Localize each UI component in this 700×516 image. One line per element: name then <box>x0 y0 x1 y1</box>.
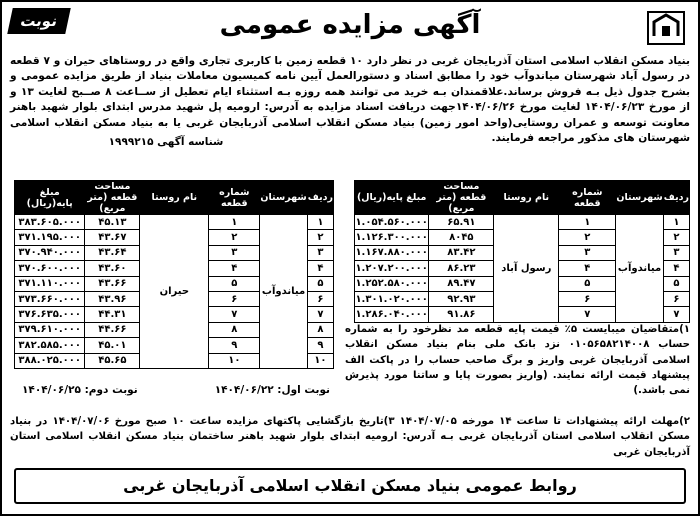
base-price: ۳۷۹.۶۱۰.۰۰۰ <box>15 322 85 337</box>
row-number: ۱۰ <box>307 353 333 368</box>
intro-paragraph: بنیاد مسکن انقلاب اسلامی استان آذربایجان غربی در نظر دارد ۱۰ قطعه زمین با کاربری تجاری واقع در روستاهای حیران و ۷ قطعه در رسول آباد شهرستان میاندوآب خود را مطابق اسناد و دستورالعمل آیین نامه کمیسیون معاملات بنیاد از طریق مزایده عمومی و بشرح جدول ذیل بـه فروش برساند.علاقمندان بـه خرید می توانند همه روزه بـه استثناء ایام تعطیل از ســاعت ۸ صــبح لغایت ۱۳ و از مورخ ۱۴۰۴/۰۶/۲۳ لغایت مورخ ۱۴۰۴/۰۶/۲۶جهت دریافت اسناد مزایده به آدرس: ارومیه پل شهید مدرس ابتدای بلوار شهید باهنر معاونت توسعه و عمران روستایی(واحد امور زمین) بنیاد مسکن انقلاب اسلامی آذربایجان غربی یا به بنیاد مسکن انقلاب اسلامی شهرستان های مذکور مراجعه فرمایند. <box>10 55 690 145</box>
base-price: ۳۸۲.۵۸۵.۰۰۰ <box>15 338 85 353</box>
village-cell: حیران <box>140 215 209 369</box>
lot-area: ۴۳.۶۴ <box>85 245 140 260</box>
lot-area: ۸۳.۴۲ <box>429 245 494 260</box>
col-price: مبلغ پایه(ریال) <box>15 181 85 215</box>
row-number: ۵ <box>663 276 689 291</box>
lot-number: ۷ <box>559 307 616 322</box>
row-number: ۲ <box>307 230 333 245</box>
lot-area: ۴۳.۶۰ <box>85 261 140 276</box>
base-price: ۱.۲۰۷.۲۰۰.۰۰۰ <box>355 261 429 276</box>
lot-number: ۶ <box>559 291 616 306</box>
second-publication-date: نوبت دوم: ۱۴۰۴/۰۶/۲۵ <box>22 384 138 396</box>
col-area: مساحت قطعه (متر مربع) <box>85 181 140 215</box>
base-price: ۳۷۳.۶۶۰.۰۰۰ <box>15 291 85 306</box>
col-village: نام روستا <box>494 181 559 215</box>
lot-number: ۴ <box>209 261 260 276</box>
base-price: ۳۷۶.۶۳۵.۰۰۰ <box>15 307 85 322</box>
base-price: ۳۸۳.۶۰۵.۰۰۰ <box>15 215 85 230</box>
lot-number: ۹ <box>209 338 260 353</box>
row-number: ۶ <box>663 291 689 306</box>
rasoul-abad-lots-table <box>354 180 690 323</box>
row-number: ۱ <box>307 215 333 230</box>
col-lot: شماره قطعه <box>559 181 616 215</box>
col-row: ردیف <box>307 181 333 215</box>
row-number: ۴ <box>307 261 333 276</box>
col-price: مبلغ پایه(ریال) <box>355 181 429 215</box>
first-publication-badge: نوبت اول <box>7 8 71 34</box>
col-row: ردیف <box>663 181 689 215</box>
condition-deadlines: ۲)مهلت ارائه پیشنهادات تا ساعت ۱۴ مورخه ۱۴۰۴/۰۷/۰۵ ۳)تاریخ بازگشایی پاکتهای مزایده ساعت ۱۰ صبح مورخ ۱۴۰۴/۰۷/۰۶ در بنیاد مسکن انقلاب اسلامی استان آذربایجان غربی بـه آدرس: ارومیه ابتدای بلوار شهید باهنر ساختمان بنیاد مسکن انقلاب اسلامی استان آذربایجان غربی <box>10 416 691 458</box>
lot-number: ۲ <box>559 230 616 245</box>
lot-number: ۷ <box>209 307 260 322</box>
lot-number: ۵ <box>559 276 616 291</box>
lot-area: ۸۶.۲۳ <box>429 261 494 276</box>
rasoul-abad-rows <box>355 215 690 323</box>
row-number: ۹ <box>307 338 333 353</box>
base-price: ۱.۱۲۶.۳۰۰.۰۰۰ <box>355 230 429 245</box>
col-village: نام روستا <box>140 181 209 215</box>
lot-area: ۴۳.۹۶ <box>85 291 140 306</box>
heyran-rows <box>15 215 334 369</box>
row-number: ۵ <box>307 276 333 291</box>
lot-number: ۵ <box>209 276 260 291</box>
notice-header <box>6 6 694 56</box>
col-county: شهرستان <box>260 181 307 215</box>
condition-deposit: ۱)متقاضیان میبایست ۵٪ قیمت پایه قطعه مد نظرخود را به شماره حساب ۰۱۰۵۶۵۸۲۱۴۰۰۸ نزد بانک ملی بنام بنیاد مسکن انقلاب اسلامی آذربایجان غربی واریز و برگ صاحب حساب را در پاکت الف پیشنهاد قیمت ارائه نمایند. (واریز بصورت پایا و ساتنا مورد پذیرش نمی باشد.) <box>345 324 690 397</box>
table-row <box>15 215 334 230</box>
village-cell: رسول آباد <box>494 215 559 323</box>
lot-number: ۳ <box>559 245 616 260</box>
lot-number: ۶ <box>209 291 260 306</box>
row-number: ۷ <box>307 307 333 322</box>
lot-area: ۶۵.۹۱ <box>429 215 494 230</box>
row-number: ۳ <box>307 245 333 260</box>
county-cell: میاندوآب <box>616 215 663 323</box>
ad-number: شناسه آگهی ۱۹۹۹۲۱۵ <box>108 136 224 148</box>
lot-number: ۲ <box>209 230 260 245</box>
row-number: ۸ <box>307 322 333 337</box>
base-price: ۱.۱۶۷.۸۸۰.۰۰۰ <box>355 245 429 260</box>
lot-area: ۴۳.۶۷ <box>85 230 140 245</box>
row-number: ۷ <box>663 307 689 322</box>
lot-number: ۸ <box>209 322 260 337</box>
base-price: ۱.۰۵۴.۵۶۰.۰۰۰ <box>355 215 429 230</box>
base-price: ۳۷۰.۹۴۰.۰۰۰ <box>15 245 85 260</box>
base-price: ۳۸۸.۰۲۵.۰۰۰ <box>15 353 85 368</box>
lot-area: ۴۵.۱۳ <box>85 215 140 230</box>
lot-area: ۹۲.۹۳ <box>429 291 494 306</box>
base-price: ۱.۲۸۶.۰۴۰.۰۰۰ <box>355 307 429 322</box>
lot-area: ۹۱.۸۶ <box>429 307 494 322</box>
row-number: ۳ <box>663 245 689 260</box>
heyran-lots-table <box>14 180 334 369</box>
public-relations-footer: روابط عمومی بنیاد مسکن انقلاب اسلامی آذربایجان غربی <box>14 468 686 504</box>
table-row <box>355 215 690 230</box>
row-number: ۲ <box>663 230 689 245</box>
col-area: مساحت قطعه (متر مربع) <box>429 181 494 215</box>
row-number: ۱ <box>663 215 689 230</box>
col-county: شهرستان <box>616 181 663 215</box>
first-publication-date: نوبت اول: ۱۴۰۴/۰۶/۲۲ <box>214 384 330 396</box>
lot-number: ۱ <box>209 215 260 230</box>
lot-number: ۳ <box>209 245 260 260</box>
lot-area: ۴۴.۶۶ <box>85 322 140 337</box>
base-price: ۳۷۱.۱۹۵.۰۰۰ <box>15 230 85 245</box>
row-number: ۴ <box>663 261 689 276</box>
lot-area: ۸۹.۴۷ <box>429 276 494 291</box>
base-price: ۳۷۱.۱۱۰.۰۰۰ <box>15 276 85 291</box>
base-price: ۳۷۰.۶۰۰.۰۰۰ <box>15 261 85 276</box>
lot-area: ۴۳.۶۶ <box>85 276 140 291</box>
lot-number: ۱۰ <box>209 353 260 368</box>
base-price: ۱.۲۵۲.۵۸۰.۰۰۰ <box>355 276 429 291</box>
lot-area: ۴۵.۶۵ <box>85 353 140 368</box>
lot-area: ۴۴.۳۱ <box>85 307 140 322</box>
lot-area: ۴۵.۰۱ <box>85 338 140 353</box>
col-lot: شماره قطعه <box>209 181 260 215</box>
lot-number: ۴ <box>559 261 616 276</box>
base-price: ۱.۳۰۱.۰۲۰.۰۰۰ <box>355 291 429 306</box>
row-number: ۶ <box>307 291 333 306</box>
notice-title: آگهی مزایده عمومی <box>219 10 481 40</box>
lot-number: ۱ <box>559 215 616 230</box>
county-cell: میاندوآب <box>260 215 307 369</box>
lot-area: ۸۰۴۵ <box>429 230 494 245</box>
